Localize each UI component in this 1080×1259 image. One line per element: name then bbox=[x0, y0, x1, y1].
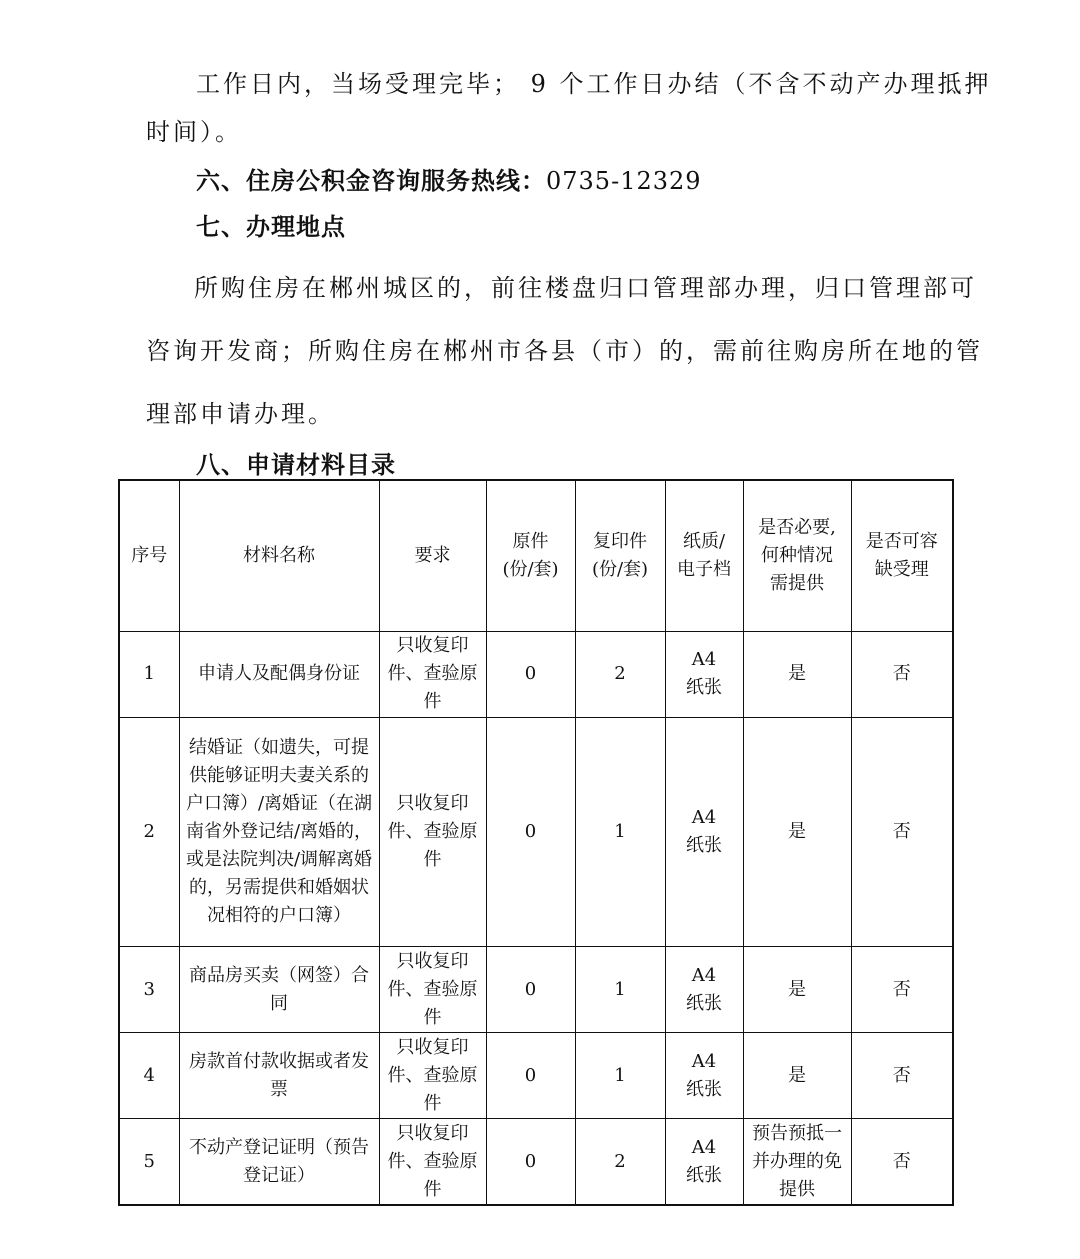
cell-paper bbox=[665, 1119, 743, 1205]
table-row bbox=[119, 1119, 953, 1205]
table-row bbox=[119, 1033, 953, 1119]
cell-material-name: 商品房买卖（网签）合同 bbox=[179, 947, 379, 1033]
section-heading-location: 七、办理地点 bbox=[196, 213, 346, 241]
header-copy bbox=[575, 480, 665, 631]
cell-paper-line1: A4 bbox=[691, 649, 717, 671]
header-copy-line2: (份/套) bbox=[591, 558, 649, 580]
cell-paper-line2: 纸张 bbox=[686, 677, 722, 699]
header-seq: 序号 bbox=[119, 480, 179, 631]
cell-material-name: 不动产登记证明（预告登记证） bbox=[179, 1119, 379, 1205]
table-row bbox=[119, 717, 953, 946]
section-heading-hotline bbox=[196, 161, 702, 196]
header-requirement: 要求 bbox=[379, 480, 486, 631]
cell-material-name: 结婚证（如遗失，可提供能够证明夫妻关系的户口簿）/离婚证（在湖南省外登记结/离婚的，或是法院判决/调解离婚的，另需提供和婚姻状况相符的户口簿） bbox=[179, 717, 379, 946]
header-necessity bbox=[743, 480, 851, 631]
header-original bbox=[486, 480, 575, 631]
cell-seq: 1 bbox=[119, 631, 179, 717]
cell-tolerance: 否 bbox=[851, 631, 953, 717]
cell-original: 0 bbox=[486, 1119, 575, 1205]
cell-necessity: 预告预抵一并办理的免提供 bbox=[743, 1119, 851, 1205]
paragraph-location-line2: 咨询开发商；所购住房在郴州市各县（市）的，需前往购房所在地的管 bbox=[146, 337, 983, 365]
cell-necessity: 是 bbox=[743, 631, 851, 717]
header-necessity-line2: 何种情况 bbox=[761, 544, 833, 566]
header-tolerance-line2: 缺受理 bbox=[874, 558, 929, 580]
cell-seq: 3 bbox=[119, 947, 179, 1033]
header-tolerance bbox=[851, 480, 953, 631]
cell-necessity: 是 bbox=[743, 717, 851, 946]
cell-seq: 4 bbox=[119, 1033, 179, 1119]
cell-paper bbox=[665, 631, 743, 717]
cell-paper-line1: A4 bbox=[691, 1136, 717, 1158]
header-necessity-line3: 需提供 bbox=[770, 572, 824, 594]
header-material-name: 材料名称 bbox=[179, 480, 379, 631]
table-row bbox=[119, 947, 953, 1033]
paragraph-location-line1: 所购住房在郴州城区的，前往楼盘归口管理部办理，归口管理部可 bbox=[194, 274, 977, 302]
cell-paper-line1: A4 bbox=[691, 1050, 717, 1072]
paragraph-processing-time-line1: 工作日内，当场受理完毕； 9 个工作日办结（不含不动产办理抵押 bbox=[196, 70, 992, 98]
header-necessity-line1: 是否必要, bbox=[758, 516, 836, 538]
paragraph-processing-time-line2: 时间）。 bbox=[146, 118, 242, 146]
cell-requirement: 只收复印件、查验原件 bbox=[379, 1119, 486, 1205]
cell-copy: 2 bbox=[575, 1119, 665, 1205]
cell-copy: 1 bbox=[575, 1033, 665, 1119]
cell-copy: 1 bbox=[575, 947, 665, 1033]
header-original-line1: 原件 bbox=[512, 530, 549, 552]
cell-tolerance: 否 bbox=[851, 1033, 953, 1119]
cell-original: 0 bbox=[486, 1033, 575, 1119]
cell-requirement: 只收复印件、查验原件 bbox=[379, 631, 486, 717]
cell-original: 0 bbox=[486, 947, 575, 1033]
cell-requirement: 只收复印件、查验原件 bbox=[379, 717, 486, 946]
cell-tolerance: 否 bbox=[851, 947, 953, 1033]
cell-paper-line2: 纸张 bbox=[686, 834, 722, 856]
cell-paper-line1: A4 bbox=[691, 964, 717, 986]
cell-material-name: 房款首付款收据或者发票 bbox=[179, 1033, 379, 1119]
cell-requirement: 只收复印件、查验原件 bbox=[379, 947, 486, 1033]
cell-original: 0 bbox=[486, 631, 575, 717]
cell-paper bbox=[665, 947, 743, 1033]
cell-paper bbox=[665, 717, 743, 946]
cell-material-name: 申请人及配偶身份证 bbox=[179, 631, 379, 717]
cell-seq: 5 bbox=[119, 1119, 179, 1205]
header-paper bbox=[665, 480, 743, 631]
cell-requirement: 只收复印件、查验原件 bbox=[379, 1033, 486, 1119]
paragraph-location-line3: 理部申请办理。 bbox=[146, 400, 335, 428]
cell-seq: 2 bbox=[119, 717, 179, 946]
cell-original: 0 bbox=[486, 717, 575, 946]
table-header-row bbox=[119, 480, 953, 631]
cell-paper-line2: 纸张 bbox=[686, 1164, 722, 1186]
cell-copy: 2 bbox=[575, 631, 665, 717]
cell-tolerance: 否 bbox=[851, 1119, 953, 1205]
section-heading-materials: 八、申请材料目录 bbox=[196, 451, 396, 479]
cell-necessity: 是 bbox=[743, 947, 851, 1033]
header-copy-line1: 复印件 bbox=[593, 530, 647, 552]
header-paper-line1: 纸质/ bbox=[682, 530, 726, 552]
cell-paper-line2: 纸张 bbox=[686, 1078, 722, 1100]
hotline-label: 六、住房公积金咨询服务热线： bbox=[196, 167, 546, 195]
table-row bbox=[119, 631, 953, 717]
cell-paper-line1: A4 bbox=[691, 806, 717, 828]
materials-table bbox=[118, 479, 954, 1206]
cell-paper bbox=[665, 1033, 743, 1119]
cell-necessity: 是 bbox=[743, 1033, 851, 1119]
header-tolerance-line1: 是否可容 bbox=[865, 530, 938, 552]
cell-paper-line2: 纸张 bbox=[686, 992, 722, 1014]
header-original-line2: (份/套) bbox=[502, 558, 559, 580]
hotline-number: 0735-12329 bbox=[546, 167, 702, 195]
cell-tolerance: 否 bbox=[851, 717, 953, 946]
header-paper-line2: 电子档 bbox=[677, 558, 731, 580]
cell-copy: 1 bbox=[575, 717, 665, 946]
